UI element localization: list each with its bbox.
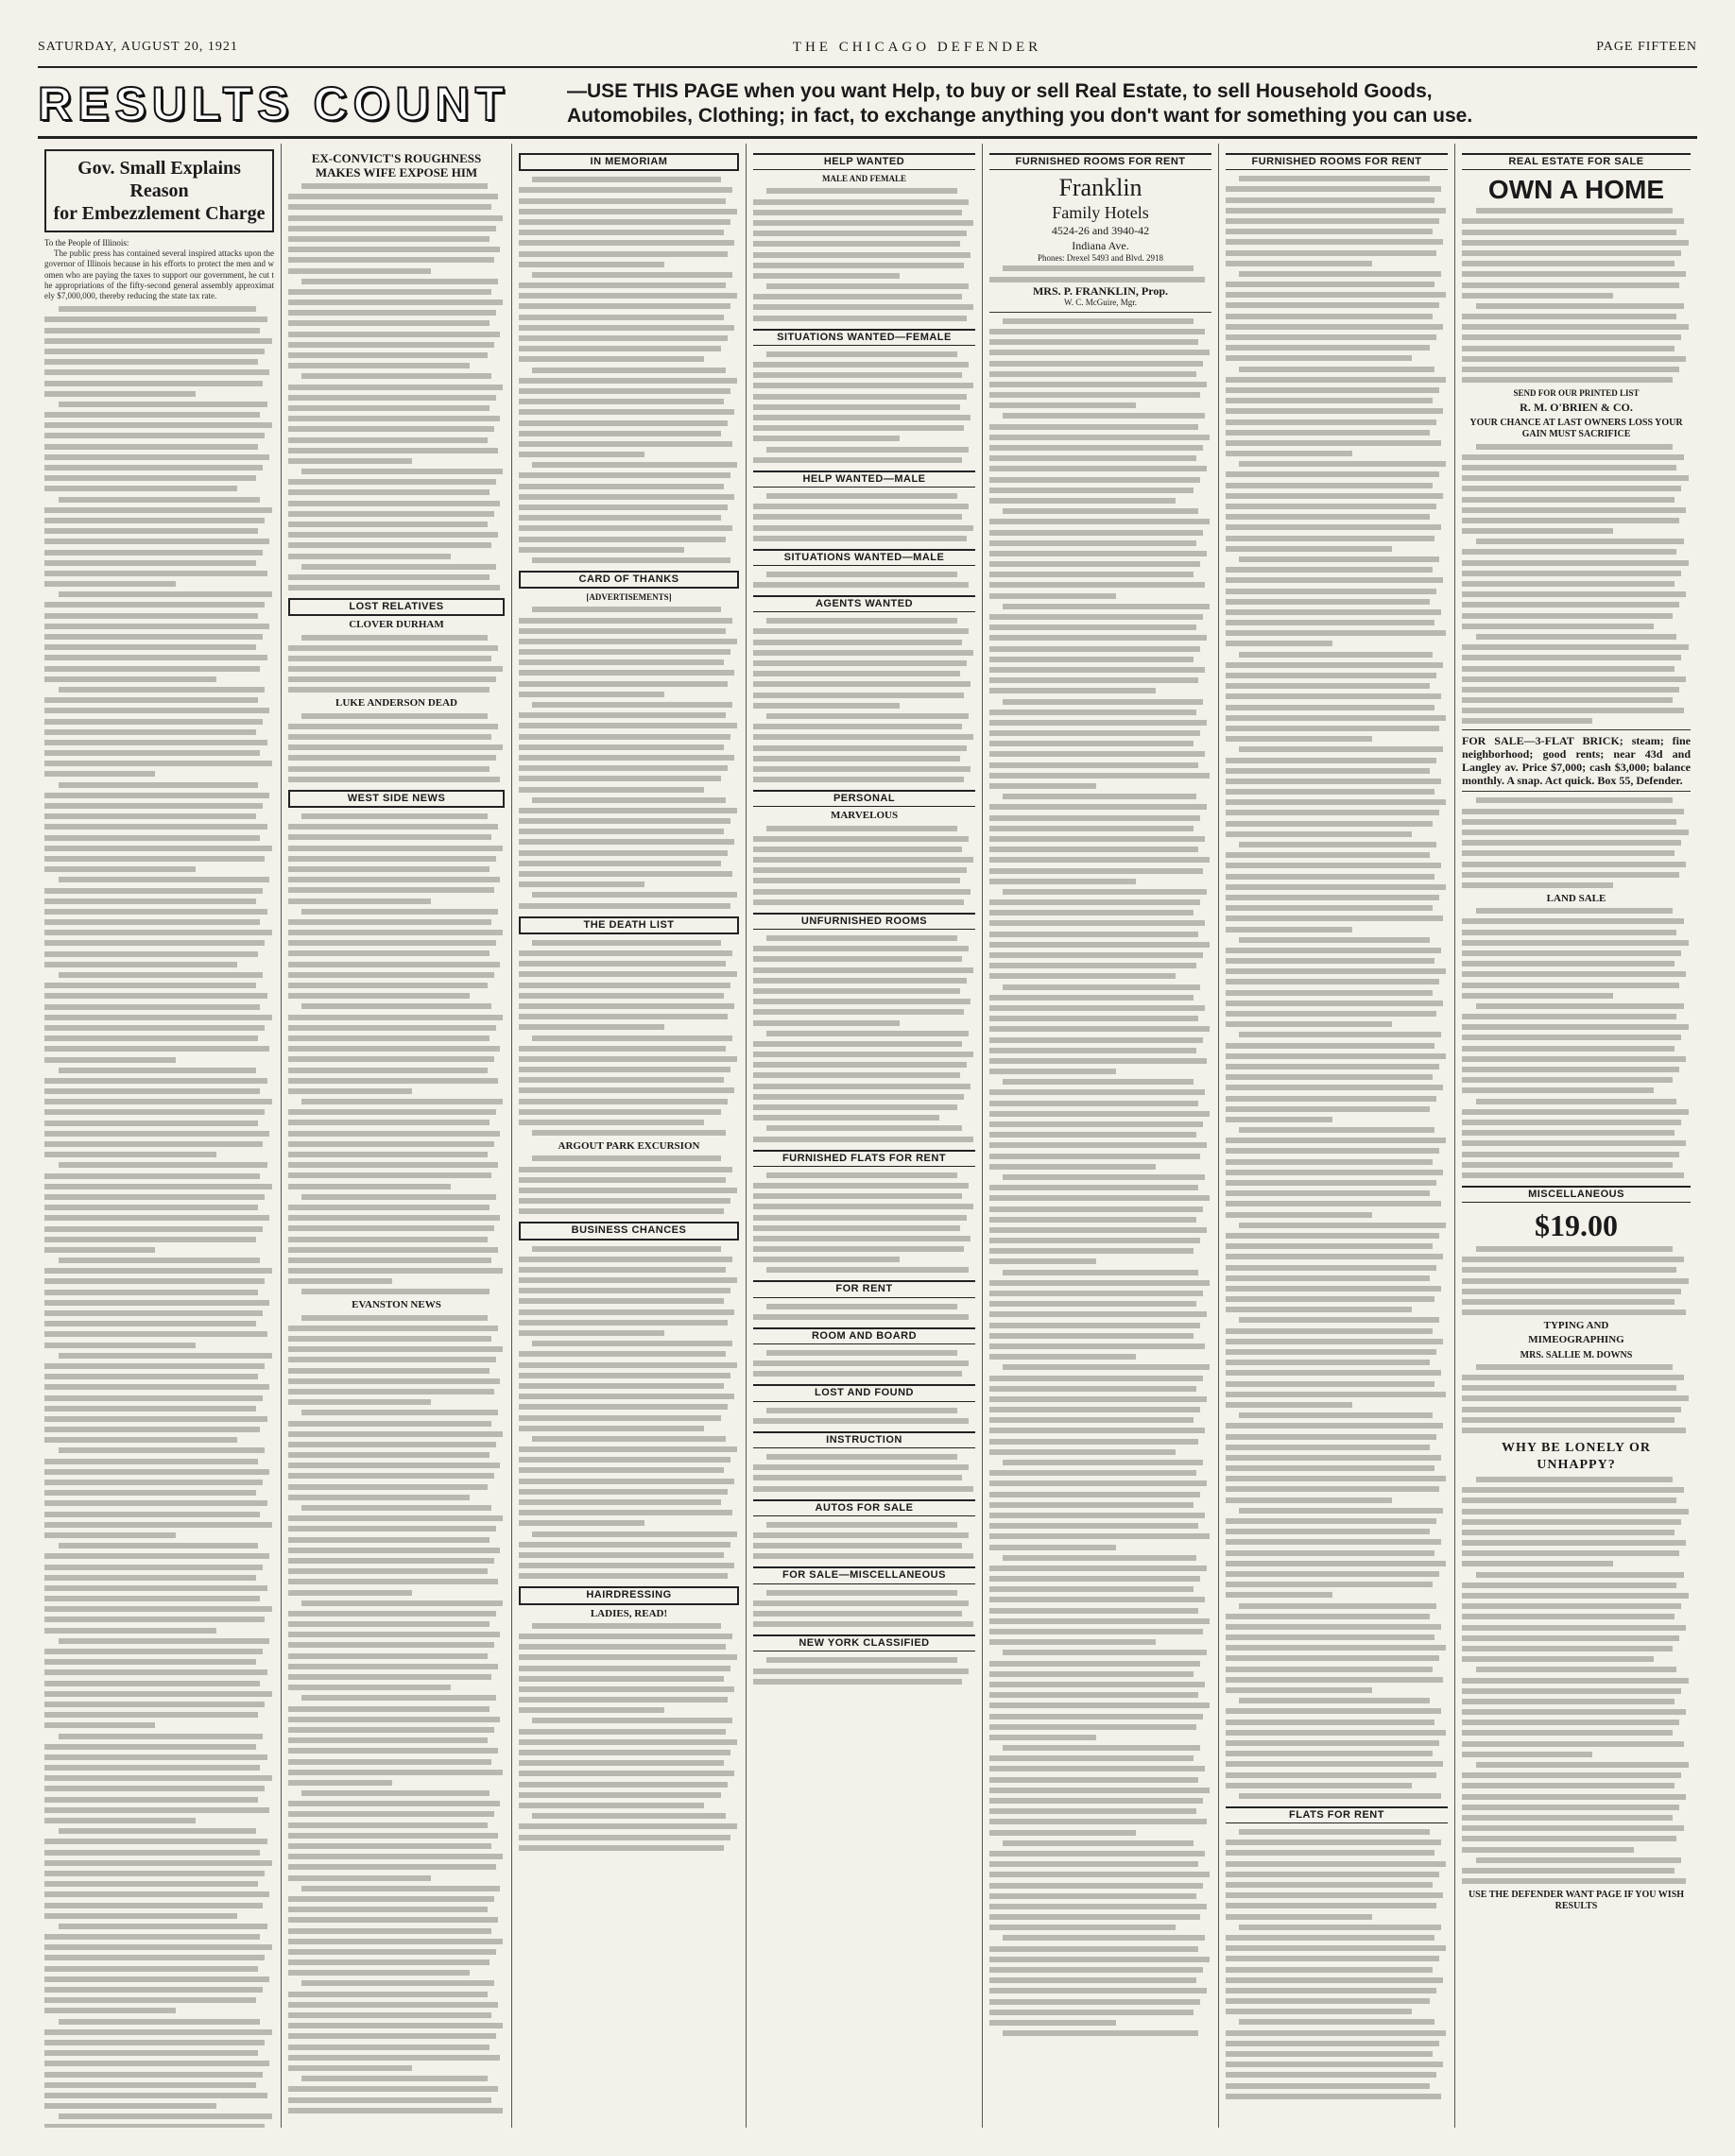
- furnished-rooms-listings-2: [1226, 174, 1448, 1801]
- send-for-list: SEND FOR OUR PRINTED LIST: [1513, 388, 1640, 399]
- governor-headline-1: Gov. Small Explains Reason: [77, 158, 241, 201]
- banner-headline: RESULTS COUNT: [38, 77, 510, 130]
- west-side-news-header: WEST SIDE NEWS: [288, 790, 505, 808]
- situations-female-header: SITUATIONS WANTED—FEMALE: [753, 329, 975, 346]
- column-governor: [38, 144, 282, 2128]
- for-rent-filler: [753, 1302, 975, 1322]
- west-side-news-filler: [288, 812, 505, 1296]
- column-furnished-rooms-2: [1219, 144, 1455, 2128]
- room-and-board-filler: [753, 1348, 975, 1378]
- governor-lead: The public press has contained several inspired attacks upon the governor of Illinois because in his efforts to protect the men and women who are paying the taxes to support our government, he cut the appropriations of the fifty-second general assembly approximately $7,000,000, thereby reducing the state tax rate.: [44, 248, 274, 301]
- column-memoriam: [512, 144, 747, 2128]
- column-furnished-rooms-1: [983, 144, 1219, 2128]
- excursion-filler: [519, 1154, 739, 1216]
- governor-article-text: [44, 248, 274, 2128]
- newspaper-page: [38, 28, 1697, 2128]
- autos-for-sale-header: AUTOS FOR SALE: [753, 1499, 975, 1516]
- in-memoriam-filler: [519, 175, 739, 565]
- new-york-classified-header: NEW YORK CLASSIFIED: [753, 1634, 975, 1651]
- furnished-flats-filler: [753, 1171, 975, 1275]
- governor-salutation: To the People of Illinois:: [44, 238, 129, 248]
- why-lonely-1: WHY BE LONELY OR: [1502, 1440, 1651, 1455]
- agents-wanted-header: AGENTS WANTED: [753, 595, 975, 612]
- card-of-thanks-filler: [519, 605, 739, 910]
- banner-tagline: [567, 79, 1697, 128]
- situations-male-filler: [753, 570, 975, 590]
- land-sale-headline: LAND SALE: [1546, 892, 1606, 904]
- luke-anderson-headline: LUKE ANDERSON DEAD: [335, 697, 457, 710]
- flat-divider-bottom: [1462, 791, 1691, 792]
- furnished-rooms-header-1: FURNISHED ROOMS FOR RENT: [989, 153, 1211, 170]
- governor-headline-box: [44, 149, 274, 232]
- flats-for-rent-filler: [1226, 1827, 1448, 2101]
- instruction-filler: [753, 1452, 975, 1494]
- agents-wanted-filler: [753, 616, 975, 784]
- why-lonely-2: UNHAPPY?: [1537, 1457, 1616, 1472]
- furnished-rooms-listings-1: [989, 317, 1211, 2038]
- article-body-filler: [44, 304, 274, 2128]
- new-york-classified-filler: [753, 1655, 975, 1685]
- luke-anderson-filler: [288, 711, 505, 784]
- ad-divider: [989, 312, 1211, 313]
- columns: [38, 144, 1697, 2128]
- three-flat-ad: FOR SALE—3-FLAT BRICK; steam; fine neighborhood; good rents; near 43d and Langley av. Price $7,000; cash $3,000; balance monthly. A snap. Act quick. Box 55, Defender.: [1462, 734, 1691, 788]
- for-sale-misc-filler: [753, 1588, 975, 1630]
- personal-filler: [753, 824, 975, 907]
- lost-and-found-header: LOST AND FOUND: [753, 1384, 975, 1401]
- banner-line-1: —USE THIS PAGE when you want Help, to buy or sell Real Estate, to sell Household Goods,: [567, 80, 1433, 102]
- own-a-home-headline: OWN A HOME: [1487, 175, 1665, 205]
- personal-subheader: MARVELOUS: [830, 810, 899, 822]
- paper-name: THE CHICAGO DEFENDER: [792, 39, 1042, 55]
- governor-headline-2: for Embezzlement Charge: [53, 203, 266, 224]
- lost-relatives-filler: [288, 633, 505, 695]
- typing-filler: [1462, 1362, 1691, 1435]
- misc-listings-filler: [1462, 1475, 1691, 1886]
- franklin-proprietor: MRS. P. FRANKLIN, Prop.: [1032, 283, 1168, 298]
- business-chances-filler: [519, 1244, 739, 1582]
- death-list-header: THE DEATH LIST: [519, 916, 739, 934]
- your-chance-filler: [1462, 442, 1691, 727]
- hair-subheading: LADIES, READ!: [590, 1607, 668, 1619]
- franklin-address-1: 4524-26 and 3940-42: [1051, 224, 1150, 238]
- business-chances-header: BUSINESS CHANCES: [519, 1222, 739, 1240]
- sallie-downs: MRS. SALLIE M. DOWNS: [1520, 1349, 1633, 1360]
- typing-headline-1: TYPING AND: [1543, 1320, 1609, 1332]
- ex-convict-article-filler: [288, 181, 505, 592]
- obrien-firm: R. M. O'BRIEN & CO.: [1520, 401, 1633, 415]
- situations-male-header: SITUATIONS WANTED—MALE: [753, 549, 975, 566]
- land-sale-filler: [1462, 906, 1691, 1180]
- card-of-thanks-header: CARD OF THANKS: [519, 571, 739, 589]
- male-female-subheader: MALE AND FEMALE: [821, 174, 906, 184]
- real-estate-listings-filler: [1462, 796, 1691, 890]
- hairdressing-header: HAIRDRESSING: [519, 1586, 739, 1604]
- use-defender-want-page: USE THE DEFENDER WANT PAGE IF YOU WISH RESULTS: [1468, 1890, 1685, 1912]
- evanston-news-header: EVANSTON NEWS: [352, 1299, 441, 1311]
- furnished-flats-header: FURNISHED FLATS FOR RENT: [753, 1150, 975, 1167]
- help-male-filler: [753, 491, 975, 543]
- flats-for-rent-header: FLATS FOR RENT: [1226, 1806, 1448, 1823]
- your-chance-headline: YOUR CHANCE AT LAST OWNERS LOSS YOUR GAIN MUST SACRIFICE: [1469, 417, 1683, 439]
- own-a-home-filler: [1462, 206, 1691, 385]
- franklin-subtitle: Family Hotels: [1052, 203, 1149, 223]
- typing-headline-2: MIMEOGRAPHING: [1528, 1334, 1624, 1346]
- help-mf-filler: [753, 186, 975, 322]
- evanston-news-filler: [288, 1313, 505, 2115]
- ex-convict-headline-2: MAKES WIFE EXPOSE HIM: [315, 165, 478, 180]
- lost-name: CLOVER DURHAM: [349, 619, 444, 631]
- personal-header: PERSONAL: [753, 790, 975, 807]
- lost-and-found-filler: [753, 1406, 975, 1426]
- death-list-filler: [519, 938, 739, 1138]
- real-estate-header: REAL ESTATE FOR SALE: [1462, 153, 1691, 170]
- column-real-estate: [1455, 144, 1697, 2128]
- unfurnished-rooms-header: UNFURNISHED ROOMS: [753, 913, 975, 930]
- price-headline: $19.00: [1535, 1208, 1618, 1243]
- miscellaneous-header: MISCELLANEOUS: [1462, 1186, 1691, 1203]
- ex-convict-headline: [288, 151, 505, 180]
- column-help-wanted: [747, 144, 983, 2128]
- franklin-phones: Phones: Drexel 5493 and Blvd. 2918: [1038, 253, 1163, 264]
- for-sale-misc-header: FOR SALE—MISCELLANEOUS: [753, 1566, 975, 1583]
- furnished-rooms-header-2: FURNISHED ROOMS FOR RENT: [1226, 153, 1448, 170]
- franklin-name: Franklin: [1058, 174, 1142, 202]
- help-wanted-header: HELP WANTED: [753, 153, 975, 170]
- excursion-headline: ARGOUT PARK EXCURSION: [558, 1140, 700, 1153]
- help-male-header: HELP WANTED—MALE: [753, 471, 975, 488]
- results-count-banner: [38, 72, 1697, 139]
- instruction-header: INSTRUCTION: [753, 1431, 975, 1448]
- column-news: [282, 144, 512, 2128]
- issue-date: SATURDAY, AUGUST 20, 1921: [38, 40, 238, 54]
- franklin-address-2: Indiana Ave.: [1072, 239, 1129, 253]
- in-memoriam-header: IN MEMORIAM: [519, 153, 739, 171]
- franklin-manager: W. C. McGuire, Mgr.: [1064, 297, 1137, 307]
- page-number: PAGE FIFTEEN: [1596, 40, 1697, 54]
- autos-for-sale-filler: [753, 1520, 975, 1562]
- franklin-hotel-ad: [989, 174, 1211, 308]
- ex-convict-headline-1: EX-CONVICT'S ROUGHNESS: [311, 151, 482, 165]
- thanks-subheading: [ADVERTISEMENTS]: [586, 592, 672, 603]
- masthead: [38, 28, 1697, 68]
- price-ad-filler: [1462, 1244, 1691, 1317]
- hairdressing-filler: [519, 1621, 739, 1853]
- banner-line-2: Automobiles, Clothing; in fact, to exchange anything you don't want for something you can use.: [567, 105, 1473, 127]
- room-and-board-header: ROOM AND BOARD: [753, 1327, 975, 1344]
- flat-divider-top: [1462, 729, 1691, 730]
- franklin-ad-filler: [989, 264, 1211, 283]
- lost-relatives-header: LOST RELATIVES: [288, 598, 505, 616]
- situations-female-filler: [753, 350, 975, 465]
- for-rent-header: FOR RENT: [753, 1280, 975, 1297]
- unfurnished-rooms-filler: [753, 933, 975, 1144]
